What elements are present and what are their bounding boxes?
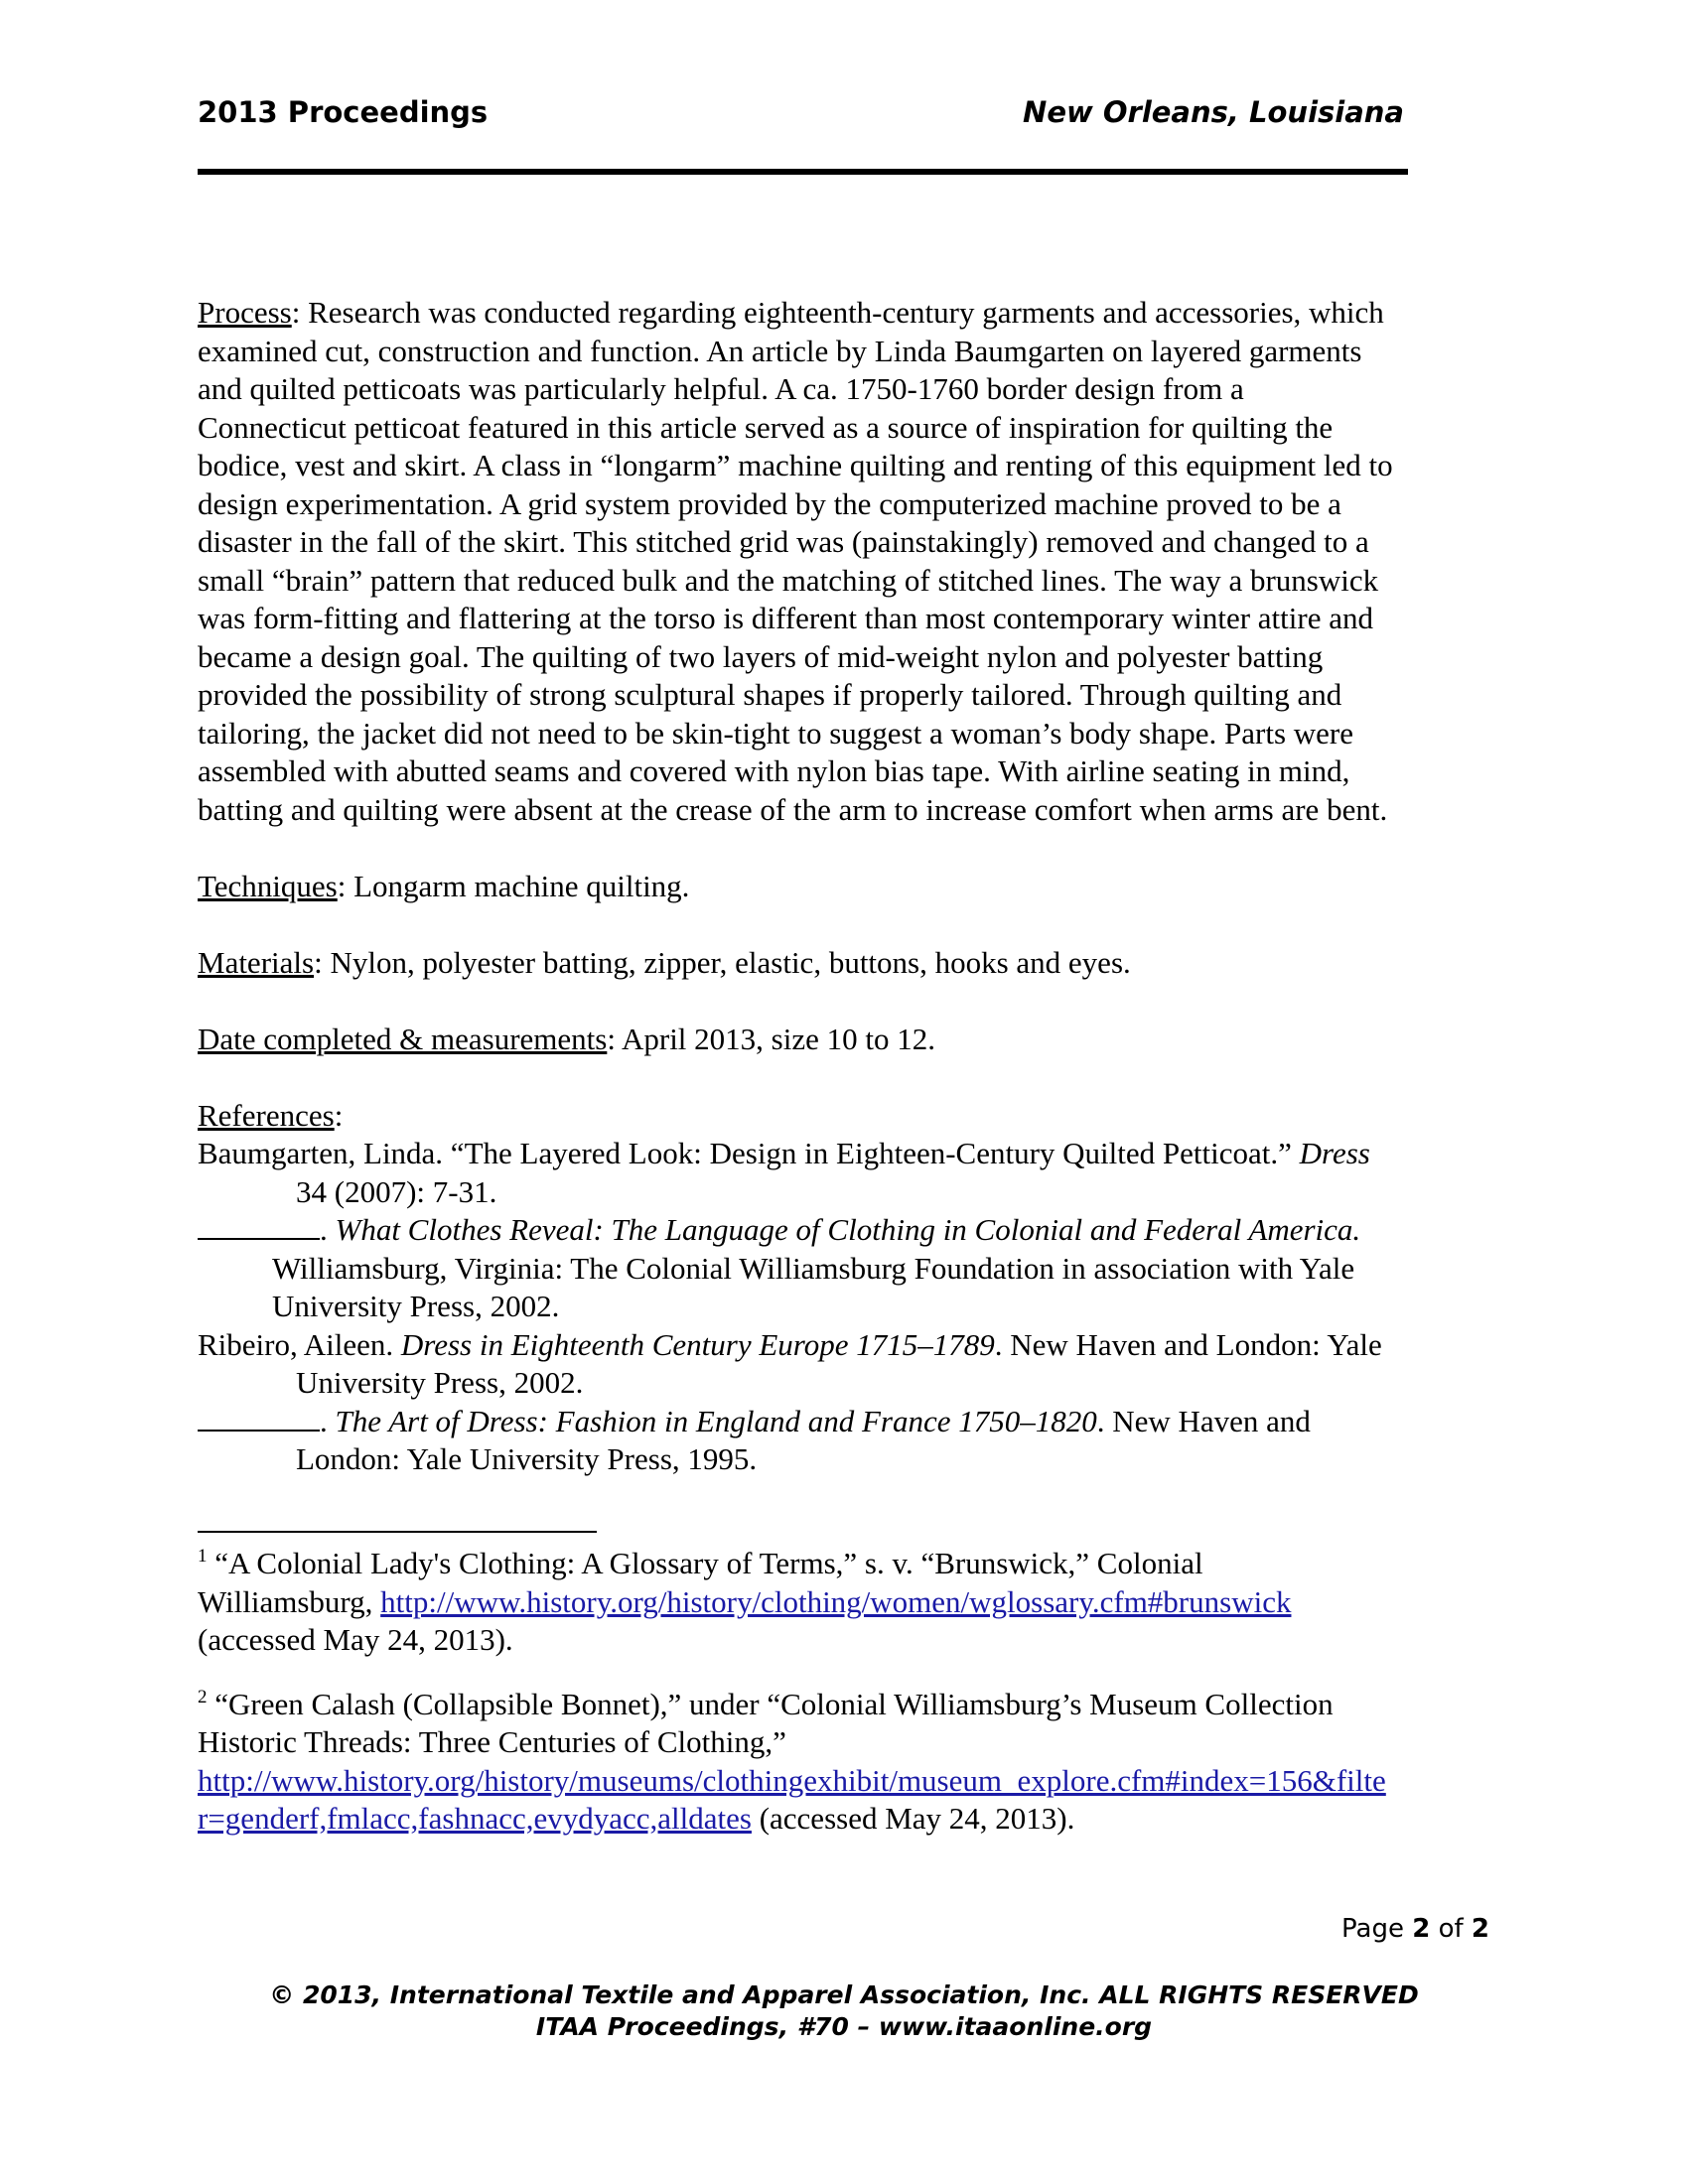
process-line: Connecticut petticoat featured in this article served as a source of inspiration for quilting the bbox=[198, 409, 1334, 445]
references-heading: References: bbox=[198, 1097, 344, 1133]
page-number: Page 2 of 2 bbox=[1341, 1914, 1489, 1944]
reference-entry: . What Clothes Reveal: The Language of Clothing in Colonial and Federal America. Williamsburg, Virginia: The Colonial Williamsburg Foundation in association with Yale University Press, 2002. bbox=[198, 1211, 1488, 1326]
footnote-2: $^2$ “Green Calash (Collapsible Bonnet),” under “Colonial Williamsburg’s Museum Collection Historic Threads: Three Centuries of Clothing,” http://www.history.org/history/museums/clothingexhibit/museum_explore.cfm#index=156&filte r=genderf,fmlacc,fashnacc,evydyacc,alldates (accessed May 24, 2013). bbox=[198, 1686, 1386, 1836]
techniques-paragraph bbox=[198, 868, 1488, 906]
process-line: examined cut, construction and function. An article by Linda Baumgarten on layered garments bbox=[198, 333, 1362, 368]
date-text: : April 2013, size 10 to 12. bbox=[607, 1021, 935, 1056]
glossary-link[interactable]: http://www.history.org/history/clothing/women/wglossary.cfm#brunswick bbox=[380, 1583, 1292, 1619]
process-label: Process bbox=[198, 295, 292, 330]
process-line: was form-fitting and flattering at the torso is different than most contemporary winter attire and bbox=[198, 601, 1373, 635]
reference-entry: Ribeiro, Aileen. Dress in Eighteenth Century Europe 1715–1789. New Haven and London: Yale University Press, 2002. bbox=[198, 1326, 1382, 1400]
proceedings-line: ITAA Proceedings, #70 – www.itaaonline.org bbox=[535, 2012, 1153, 2041]
footnote-rule bbox=[198, 1531, 597, 1533]
repeat-author-blank bbox=[198, 1404, 320, 1432]
materials-label: Materials bbox=[198, 944, 315, 980]
reference-entry: Baumgarten, Linda. “The Layered Look: Design in Eighteen-Century Quilted Petticoat.” Dress 34 (2007): 7-31. bbox=[198, 1136, 1370, 1209]
process-paragraph bbox=[198, 294, 1488, 829]
date-paragraph bbox=[198, 1021, 1488, 1059]
techniques-label: Techniques bbox=[198, 868, 338, 903]
process-line: became a design goal. The quilting of two layers of mid-weight nylon and polyester batting bbox=[198, 638, 1324, 674]
page-footer bbox=[0, 1979, 1688, 2043]
materials-paragraph bbox=[198, 944, 1488, 983]
techniques-text: : Longarm machine quilting. bbox=[337, 868, 690, 903]
proceedings-title: 2013 Proceedings bbox=[198, 95, 489, 129]
footnote-1: $^1$ “A Colonial Lady's Clothing: A Glossary of Terms,” s. v. “Brunswick,” Colonial Williamsburg, http://www.history.org/history/clothing/women/wglossary.cfm#brunswick (accessed May 24, 2013). bbox=[198, 1546, 1292, 1657]
process-line: small “brain” pattern that reduced bulk and the matching of stitched lines. The way a brunswick bbox=[198, 562, 1379, 598]
footnotes bbox=[198, 1545, 1488, 1839]
document-body bbox=[198, 294, 1488, 1479]
process-line: bodice, vest and skirt. A class in “longarm” machine quilting and renting of this equipment led to bbox=[198, 448, 1393, 482]
process-line: batting and quilting were absent at the crease of the arm to increase comfort when arms are bent. bbox=[198, 791, 1388, 827]
process-line: assembled with abutted seams and covered with nylon bias tape. With airline seating in mind, bbox=[198, 753, 1350, 788]
process-line: and quilted petticoats was particularly helpful. A ca. 1750-1760 border design from a bbox=[198, 371, 1244, 406]
materials-text: : Nylon, polyester batting, zipper, elastic, buttons, hooks and eyes. bbox=[314, 944, 1131, 980]
copyright-line: © 2013, International Textile and Apparel Association, Inc. ALL RIGHTS RESERVED bbox=[269, 1980, 1419, 2009]
repeat-author-blank bbox=[198, 1212, 320, 1240]
date-label: Date completed & measurements bbox=[198, 1021, 608, 1056]
references-label: References bbox=[198, 1097, 335, 1133]
book-title: Dress in Eighteenth Century Europe 1715–1789 bbox=[400, 1326, 995, 1362]
museum-link-continued[interactable]: r=genderf,fmlacc,fashnacc,evydyacc,alldates bbox=[198, 1801, 752, 1836]
location: New Orleans, Louisiana bbox=[1023, 95, 1404, 129]
process-line: design experimentation. A grid system provided by the computerized machine proved to be a bbox=[198, 485, 1341, 521]
process-line: disaster in the fall of the skirt. This stitched grid was (painstakingly) removed and changed to a bbox=[198, 524, 1369, 559]
reference-entry: . The Art of Dress: Fashion in England and France 1750–1820. New Haven and London: Yale University Press, 1995. bbox=[198, 1403, 1488, 1479]
museum-link[interactable]: http://www.history.org/history/museums/clothingexhibit/museum_explore.cfm#index=156&filte bbox=[198, 1762, 1386, 1798]
process-line: : Research was conducted regarding eighteenth-century garments and accessories, which bbox=[291, 295, 1384, 330]
process-line: tailoring, the jacket did not need to be skin-tight to suggest a woman’s body shape. Parts were bbox=[198, 715, 1353, 751]
book-title: What Clothes Reveal: The Language of Clothing in Colonial and Federal America. bbox=[335, 1212, 1361, 1247]
page-header bbox=[198, 95, 1404, 145]
process-line: provided the possibility of strong sculptural shapes if properly tailored. Through quilting and bbox=[198, 677, 1342, 712]
header-rule bbox=[198, 169, 1408, 175]
journal-title: Dress bbox=[1299, 1136, 1370, 1170]
book-title: The Art of Dress: Fashion in England and France 1750–1820 bbox=[335, 1403, 1097, 1438]
